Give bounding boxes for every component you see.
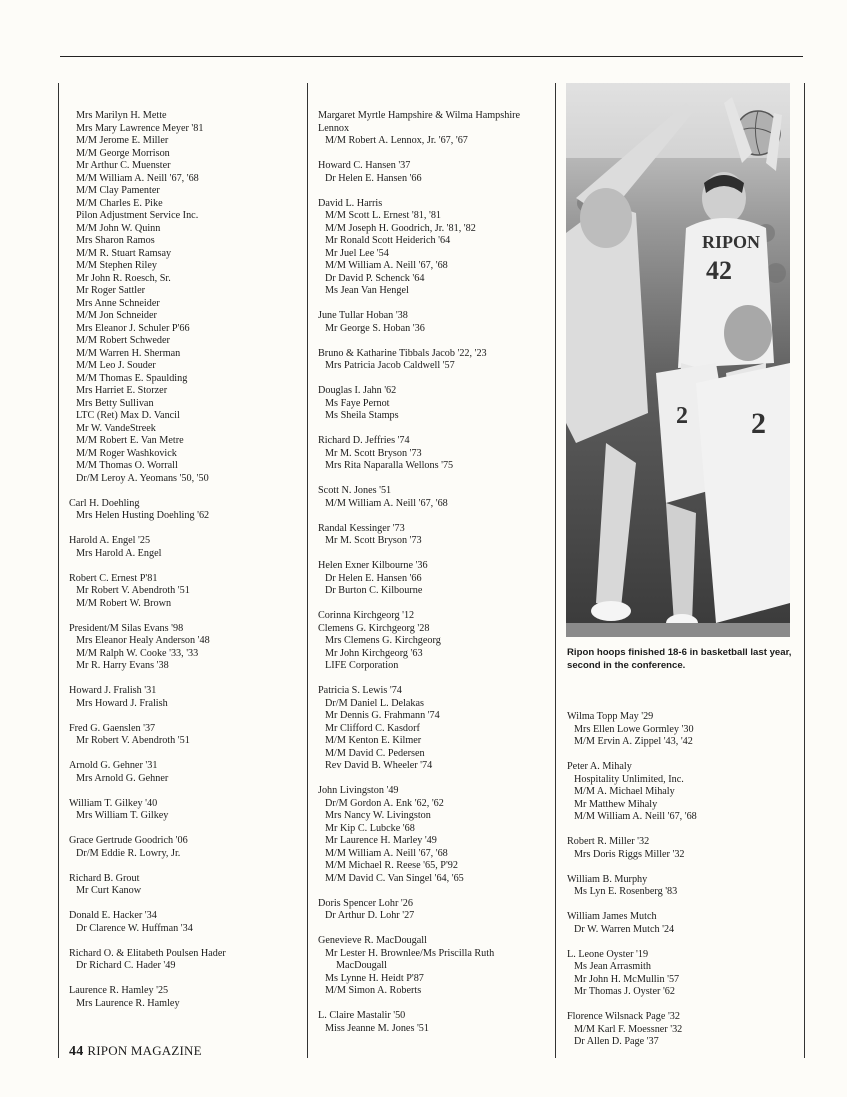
honoree-name: Laurence R. Hamley '25	[69, 985, 169, 996]
honoree-name: Grace Gertrude Goodrich '06	[69, 835, 188, 846]
donor-name: M/M William A. Neill '67, '68	[574, 811, 697, 822]
column-divider	[58, 83, 59, 1058]
honoree-name: Harold A. Engel '25	[69, 535, 151, 546]
memorial-column-1	[69, 110, 301, 1023]
donor-name: Miss Jeanne M. Jones '51	[325, 1022, 429, 1034]
memorial-entry	[318, 785, 548, 885]
memorial-entry	[69, 498, 301, 523]
top-rule	[60, 56, 803, 57]
memorial-entry	[69, 835, 301, 860]
honoree-name: Bruno & Katharine Tibbals Jacob '22, '23	[318, 347, 487, 359]
memorial-column-2	[318, 110, 548, 1048]
donor-name: Mr Ronald Scott Heiderich '64	[325, 235, 451, 246]
basketball-photo	[566, 83, 790, 637]
honoree-name: William T. Gilkey '40	[69, 797, 158, 809]
memorial-entry	[567, 711, 799, 749]
donor-name: Mrs Helen Husting Doehling '62	[76, 510, 210, 521]
column-divider	[307, 83, 308, 1058]
donor-name: M/M Roger Washkovick	[76, 447, 177, 459]
honoree-name: L. Leone Oyster '19	[567, 948, 649, 960]
donor-name: M/M Simon A. Roberts	[325, 985, 422, 996]
donor-name: Mrs Nancy W. Livingston	[325, 810, 431, 821]
honoree-name: Arnold G. Gehner '31	[69, 760, 158, 771]
memorial-entry	[567, 761, 799, 824]
donor-name: Mr Thomas J. Oyster '62	[574, 986, 675, 997]
memorial-entry	[567, 874, 799, 899]
donor-name: Dr Helen E. Hansen '66	[325, 172, 422, 184]
donor-name: Mr M. Scott Bryson '73	[325, 535, 422, 546]
donor-name: Mr Arthur C. Muenster	[76, 160, 171, 171]
jersey-number: 42	[706, 256, 732, 285]
memorial-entry	[567, 911, 799, 936]
memorial-entry	[567, 949, 799, 999]
donor-name: M/M George Morrison	[76, 147, 170, 159]
donor-name: Mr John Kirchgeorg '63	[325, 647, 423, 659]
donor-name: M/M Leo J. Souder	[76, 360, 156, 371]
honoree-name: David L. Harris	[318, 197, 383, 209]
donor-name: Mrs Harriet E. Storzer	[76, 385, 168, 396]
donor-name: M/M David C. Pedersen	[325, 747, 425, 759]
donor-name: M/M Kenton E. Kilmer	[325, 735, 422, 746]
memorial-entry	[318, 935, 548, 998]
memorial-entry	[318, 435, 548, 473]
donor-name: Dr/M Eddie R. Lowry, Jr.	[76, 847, 181, 859]
donor-name: M/M Robert E. Van Metre	[76, 435, 184, 446]
donor-name: Dr Arthur D. Lohr '27	[325, 910, 415, 921]
honoree-name: Patricia S. Lewis '74	[318, 685, 402, 696]
donor-name: Dr David P. Schenck '64	[325, 272, 425, 284]
honoree-name: Clemens G. Kirchgeorg '28	[318, 622, 430, 634]
memorial-entry	[318, 523, 548, 548]
memorial-entry	[69, 723, 301, 748]
donor-name: Mr Clifford C. Kasdorf	[325, 722, 420, 734]
donor-name: M/M Ervin A. Zippel '43, '42	[574, 736, 693, 747]
donor-name: Ms Sheila Stamps	[325, 410, 399, 421]
donor-name: Dr/M Leroy A. Yeomans '50, '50	[76, 472, 209, 484]
honoree-name: Doris Spencer Lohr '26	[318, 897, 413, 909]
donor-name: M/M Thomas O. Worrall	[76, 460, 178, 471]
donor-name: Ms Jean Arrasmith	[574, 961, 651, 972]
donor-name: Dr Clarence W. Huffman '34	[76, 922, 193, 934]
donor-name: M/M Joseph H. Goodrich, Jr. '81, '82	[325, 222, 476, 234]
jersey-text: RIPON	[702, 232, 760, 252]
donor-name: Mr Lester H. Brownlee/Ms Priscilla Ruth	[325, 947, 495, 959]
donor-name: Mr R. Harry Evans '38	[76, 660, 169, 671]
honoree-name: Douglas I. Jahn '62	[318, 385, 397, 396]
donor-name: Ms Jean Van Hengel	[325, 285, 409, 296]
donor-name: M/M William A. Neill '67, '68	[76, 172, 199, 184]
donor-name: Mr Juel Lee '54	[325, 247, 389, 259]
donor-name: Mrs Eleanor J. Schuler P'66	[76, 322, 190, 334]
donor-name: M/M John W. Quinn	[76, 222, 161, 234]
honoree-name: Randal Kessinger '73	[318, 522, 405, 534]
memorial-entry	[318, 385, 548, 423]
donor-name: M/M Stephen Riley	[76, 260, 157, 271]
donor-name: Mrs Arnold G. Gehner	[76, 772, 169, 784]
donor-name: MacDougall	[336, 960, 387, 971]
donor-name: Rev David B. Wheeler '74	[325, 760, 433, 771]
honoree-name: Richard D. Jeffries '74	[318, 435, 410, 446]
memorial-entry	[69, 798, 301, 823]
jersey-number: 2	[751, 407, 766, 440]
honoree-name: Robert C. Ernest P'81	[69, 572, 158, 584]
memorial-entry	[318, 310, 548, 335]
donor-name: Mrs Rita Naparalla Wellons '75	[325, 460, 454, 471]
donor-name: Mr George S. Hoban '36	[325, 322, 425, 334]
memorial-entry	[318, 348, 548, 373]
memorial-entry	[318, 160, 548, 185]
donor-name: Mr Robert V. Abendroth '51	[76, 585, 190, 596]
donor-name: Mr Laurence H. Marley '49	[325, 835, 437, 846]
donor-name: Ms Lynne H. Heidt P'87	[325, 972, 424, 984]
donor-name: M/M A. Michael Mihaly	[574, 786, 675, 797]
honoree-name: William B. Murphy	[567, 873, 648, 885]
donor-name: Mrs William T. Gilkey	[76, 810, 169, 821]
honoree-name: Wilma Topp May '29	[567, 711, 654, 722]
memorial-entry	[69, 873, 301, 898]
honoree-name: Corinna Kirchgeorg '12	[318, 610, 415, 621]
honoree-name: Scott N. Jones '51	[318, 485, 392, 496]
memorial-entry	[318, 198, 548, 298]
page-footer	[69, 1043, 202, 1060]
honoree-name: Donald E. Hacker '34	[69, 910, 157, 921]
page-number: 44	[69, 1044, 84, 1059]
honoree-name: Genevieve R. MacDougall	[318, 935, 427, 946]
honoree-name: L. Claire Mastalir '50	[318, 1010, 406, 1021]
memorial-entry	[318, 898, 548, 923]
donor-name: M/M William A. Neill '67, '68	[325, 847, 448, 859]
honoree-name: Richard B. Grout	[69, 872, 140, 884]
honoree-name: Florence Wilsnack Page '32	[567, 1011, 680, 1022]
honoree-name: Peter A. Mihaly	[567, 761, 632, 772]
memorial-entry	[69, 535, 301, 560]
memorial-entry	[318, 485, 548, 510]
donor-name: M/M Robert Schweder	[76, 335, 170, 346]
donor-name: Hospitality Unlimited, Inc.	[574, 773, 684, 785]
honoree-name: Robert R. Miller '32	[567, 836, 650, 847]
memorial-entry	[318, 1010, 548, 1035]
honoree-name: June Tullar Hoban '38	[318, 310, 408, 321]
donor-name: Mrs Patricia Jacob Caldwell '57	[325, 360, 455, 371]
memorial-entry	[69, 573, 301, 611]
donor-name: Mr M. Scott Bryson '73	[325, 447, 422, 459]
memorial-entry	[69, 623, 301, 673]
donor-name: M/M Clay Pamenter	[76, 185, 160, 196]
column-divider	[804, 83, 805, 1058]
memorial-entry	[69, 760, 301, 785]
memorial-entry	[69, 985, 301, 1010]
memorial-entry	[318, 610, 548, 673]
memorial-entry	[567, 836, 799, 861]
honoree-name: Howard C. Hansen '37	[318, 160, 411, 171]
donor-name: Mr John R. Roesch, Sr.	[76, 272, 171, 284]
donor-name: M/M Warren H. Sherman	[76, 347, 181, 359]
donor-name: M/M William A. Neill '67, '68	[325, 497, 448, 509]
honoree-name: Fred G. Gaenslen '37	[69, 722, 156, 734]
donor-name: Mrs Anne Schneider	[76, 297, 160, 309]
donor-name: Mrs Marilyn H. Mette	[76, 110, 167, 121]
donor-name: Pilon Adjustment Service Inc.	[76, 210, 199, 221]
honoree-name: Helen Exner Kilbourne '36	[318, 560, 428, 571]
donor-name: Dr Helen E. Hansen '66	[325, 572, 422, 584]
donor-name: Dr/M Gordon A. Enk '62, '62	[325, 797, 444, 809]
memorial-entry	[318, 685, 548, 773]
donor-name: Mrs Ellen Lowe Gormley '30	[574, 723, 694, 735]
donor-name: Mr Kip C. Lubcke '68	[325, 822, 415, 834]
memorial-entry	[318, 110, 548, 148]
memorial-entry	[69, 910, 301, 935]
honoree-name: Margaret Myrtle Hampshire & Wilma Hampshire Lennox	[318, 110, 521, 134]
donor-name: Mr John H. McMullin '57	[574, 973, 680, 985]
honoree-name: William James Mutch	[567, 911, 657, 922]
memorial-entry	[567, 1011, 799, 1049]
donor-name: Mrs Sharon Ramos	[76, 235, 155, 246]
donor-name: M/M Robert A. Lennox, Jr. '67, '67	[325, 135, 468, 146]
honoree-name: President/M Silas Evans '98	[69, 622, 184, 634]
jersey-number: 2	[676, 403, 688, 429]
donor-name: M/M Jon Schneider	[76, 310, 157, 321]
donor-name: Mrs Howard J. Fralish	[76, 697, 168, 709]
donor-name: Dr Allen D. Page '37	[574, 1036, 659, 1047]
basketball-photo-illustration	[566, 83, 790, 637]
donor-name: Ms Faye Pernot	[325, 397, 390, 409]
donor-name: Mrs Eleanor Healy Anderson '48	[76, 635, 210, 646]
memorial-entry	[318, 560, 548, 598]
memorial-entry	[69, 110, 301, 485]
donor-name: Mrs Harold A. Engel	[76, 547, 162, 559]
donor-name: Mr Matthew Mihaly	[574, 798, 658, 810]
donor-name: Mr Roger Sattler	[76, 285, 146, 296]
donor-name: M/M Charles E. Pike	[76, 197, 163, 209]
publication-name: RIPON MAGAZINE	[87, 1043, 202, 1058]
donor-name: M/M Karl F. Moessner '32	[574, 1023, 683, 1035]
honoree-name: Carl H. Doehling	[69, 497, 140, 509]
donor-name: Mr Curt Kanow	[76, 885, 142, 896]
donor-name: M/M Thomas E. Spaulding	[76, 372, 188, 384]
donor-name: Dr W. Warren Mutch '24	[574, 923, 675, 935]
donor-name: M/M Jerome E. Miller	[76, 135, 169, 146]
donor-name: M/M Robert W. Brown	[76, 597, 172, 609]
donor-name: M/M Scott L. Ernest '81, '81	[325, 210, 442, 221]
donor-name: Mrs Laurence R. Hamley	[76, 997, 180, 1009]
memorial-column-3	[567, 711, 799, 1061]
donor-name: Dr Richard C. Hader '49	[76, 960, 176, 971]
honoree-name: Howard J. Fralish '31	[69, 685, 157, 696]
donor-name: M/M William A. Neill '67, '68	[325, 260, 448, 271]
memorial-entry	[69, 685, 301, 710]
donor-name: Mr Robert V. Abendroth '51	[76, 735, 190, 746]
memorial-entry	[69, 948, 301, 973]
donor-name: Dr/M Daniel L. Delakas	[325, 697, 425, 709]
honoree-name: Richard O. & Elitabeth Poulsen Hader	[69, 947, 226, 959]
honoree-name: John Livingston '49	[318, 785, 399, 796]
donor-name: Ms Lyn E. Rosenberg '83	[574, 886, 678, 897]
donor-name: M/M Michael R. Reese '65, P'92	[325, 860, 458, 871]
donor-name: Mrs Clemens G. Kirchgeorg	[325, 635, 441, 646]
donor-name: Mrs Mary Lawrence Meyer '81	[76, 122, 204, 134]
donor-name: M/M R. Stuart Ramsay	[76, 247, 172, 259]
donor-name: Mr Dennis G. Frahmann '74	[325, 710, 440, 721]
photo-caption: Ripon hoops finished 18-6 in basketball last year, second in the conference.	[567, 647, 792, 671]
donor-name: LIFE Corporation	[325, 660, 399, 671]
donor-name: LTC (Ret) Max D. Vancil	[76, 410, 180, 421]
donor-name: Mrs Betty Sullivan	[76, 397, 154, 409]
donor-name: Mr W. VandeStreek	[76, 422, 156, 434]
donor-name: Dr Burton C. Kilbourne	[325, 585, 423, 596]
donor-name: M/M Ralph W. Cooke '33, '33	[76, 647, 199, 659]
donor-name: M/M David C. Van Singel '64, '65	[325, 872, 464, 884]
column-divider	[555, 83, 556, 1058]
donor-name: Mrs Doris Riggs Miller '32	[574, 848, 685, 860]
